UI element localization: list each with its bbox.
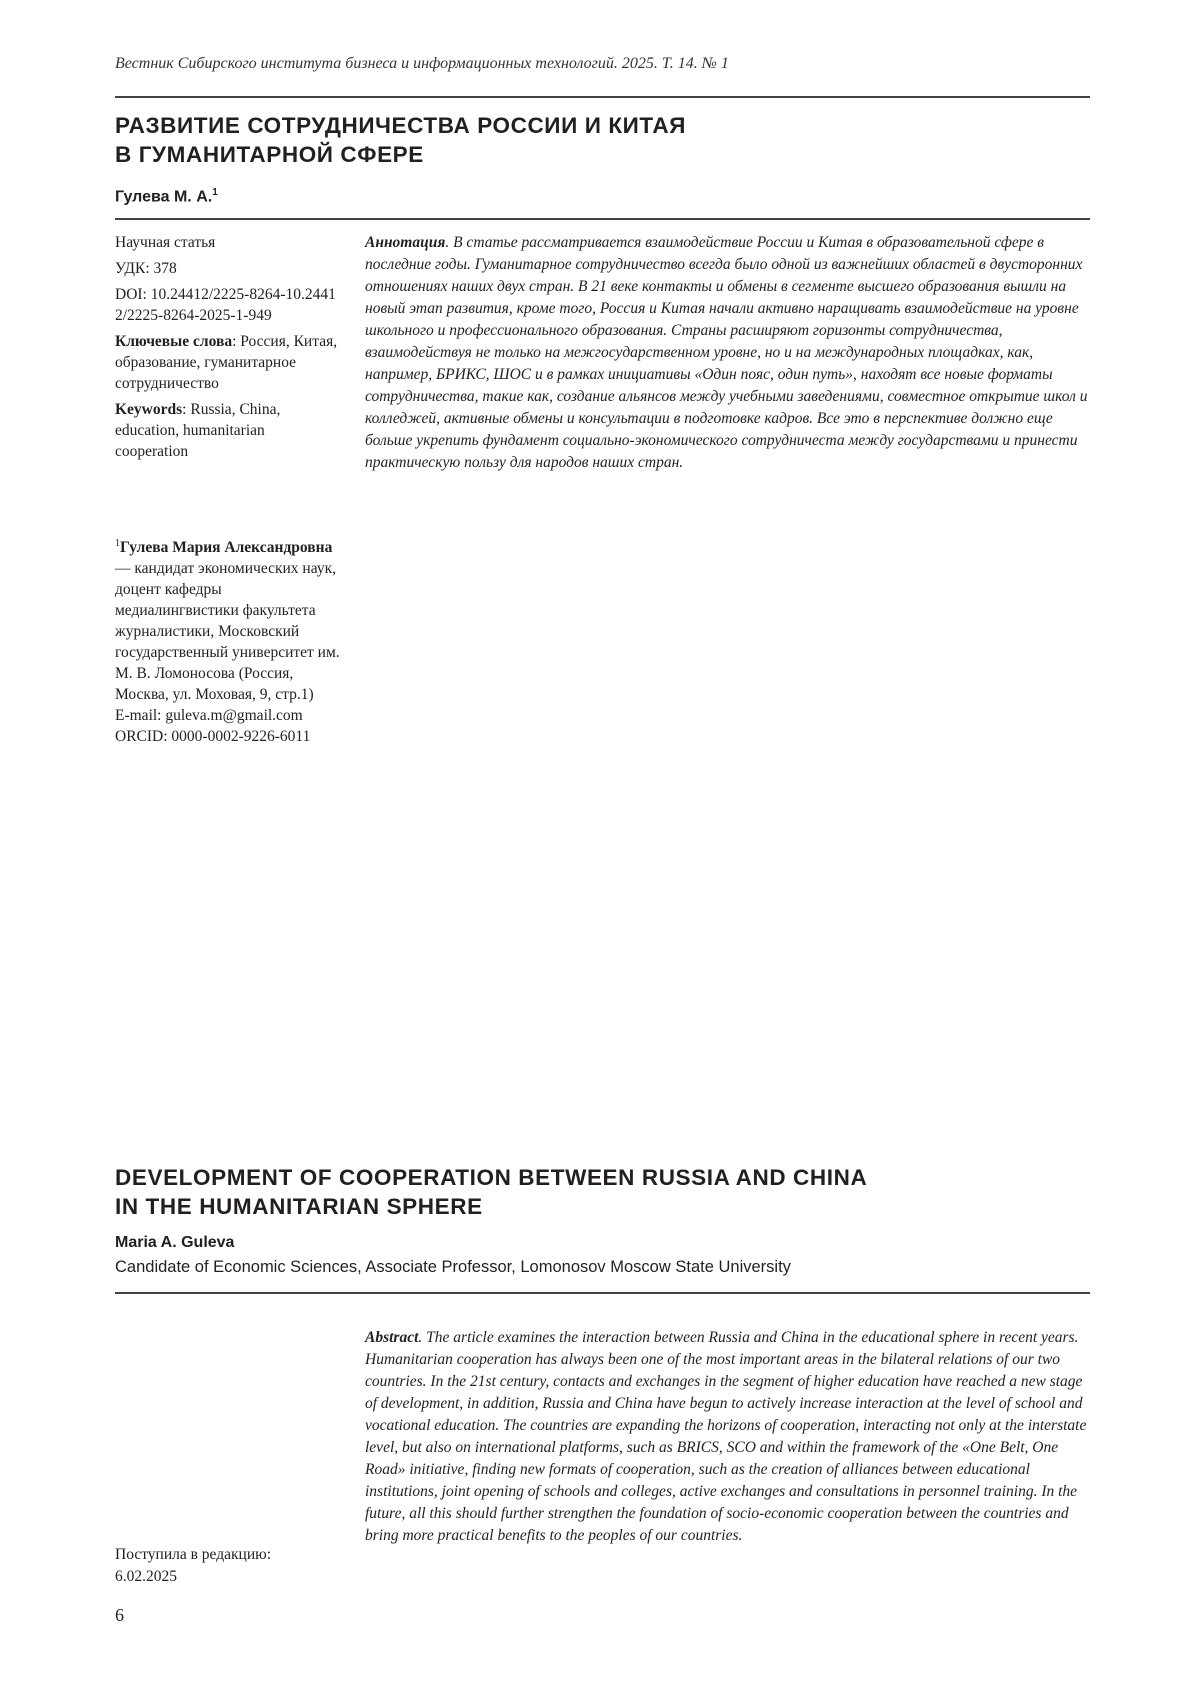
title-ru-line1: РАЗВИТИЕ СОТРУДНИЧЕСТВА РОССИИ И КИТАЯ bbox=[115, 111, 1015, 140]
page-number: 6 bbox=[115, 1605, 124, 1626]
author-orcid: ORCID: 0000-0002-9226-6011 bbox=[115, 726, 345, 747]
affiliation-en: Candidate of Economic Sciences, Associate Professor, Lomonosov Moscow State University bbox=[115, 1258, 791, 1277]
author-info bbox=[115, 533, 345, 747]
author-rule-en bbox=[115, 1292, 1090, 1294]
annotation-ru-text: . В статье рассматривается взаимодействие России и Китая в образовательной сфере в последние годы. Гуманитарное сотрудничество всегда было одной из важнейших областей в двусторонних отношениях наших двух стран. В 21 веке контакты и обмены в сегменте высшего образования вышли на новый этап развития, кроме того, Россия и Китая начали активно наращивать взаимодействие на уровне школьного и профессионального образования. Страны расширяют горизонты сотрудничества, взаимодействуя не только на межгосударственном уровне, но и на международных площадках, как, например, БРИКС, ШОС и в рамках инициативы «Один пояс, один путь», находят все новые форматы сотрудничества, такие как, создание альянсов между учебными заведениями, совместное открытие школ и колледжей, активные обмены и консультации в подготовке кадров. Все это в перспективе должно еще больше укрепить фундамент социально-экономического сотрудничеста между государствами и принести практическую пользу для народов наших стран. bbox=[365, 234, 1088, 471]
article-meta bbox=[115, 232, 340, 467]
keywords-en-label: Keywords bbox=[115, 401, 182, 418]
author-info-sup: 1 bbox=[115, 538, 120, 549]
title-en-line2: IN THE HUMANITARIAN SPHERE bbox=[115, 1192, 1015, 1221]
article-title-ru bbox=[115, 111, 1015, 169]
doi: DOI: 10.24412/2225-8264-10.24412/2225-8264-2025-1-949 bbox=[115, 284, 340, 326]
received-date: 6.02.2025 bbox=[115, 1566, 345, 1588]
author-ru bbox=[115, 187, 218, 206]
author-en: Maria A. Guleva bbox=[115, 1234, 234, 1252]
keywords-ru-label: Ключевые слова bbox=[115, 333, 232, 350]
title-ru-line2: В ГУМАНИТАРНОЙ СФЕРЕ bbox=[115, 140, 1015, 169]
udk: УДК: 378 bbox=[115, 258, 340, 279]
journal-header: Вестник Сибирского института бизнеса и информационных технологий. 2025. Т. 14. № 1 bbox=[115, 55, 1095, 73]
annotation-ru bbox=[365, 232, 1095, 474]
author-rule-ru bbox=[115, 218, 1090, 220]
author-email: E-mail: guleva.m@gmail.com bbox=[115, 705, 345, 726]
received-label: Поступила в редакцию: bbox=[115, 1544, 345, 1566]
keywords-en bbox=[115, 399, 340, 462]
keywords-ru-text: : Россия, Китая, образование, гуманитарное сотрудничество bbox=[115, 333, 337, 392]
article-title-en bbox=[115, 1163, 1015, 1221]
author-info-bio bbox=[115, 533, 345, 705]
abstract-en bbox=[365, 1327, 1095, 1547]
header-rule bbox=[115, 96, 1090, 98]
abstract-en-label: Abstract bbox=[365, 1329, 418, 1346]
title-en-line1: DEVELOPMENT OF COOPERATION BETWEEN RUSSIA AND CHINA bbox=[115, 1163, 1015, 1192]
author-ru-name: Гулева М. А. bbox=[115, 188, 212, 205]
article-type: Научная статья bbox=[115, 232, 340, 253]
annotation-ru-label: Аннотация bbox=[365, 234, 445, 251]
abstract-en-text: . The article examines the interaction between Russia and China in the educational sphere in recent years. Humanitarian cooperation has always been one of the most important areas in the bilateral relations of our two countries. In the 21st century, contacts and exchanges in the segment of higher education have reached a new stage of development, in addition, Russia and China have begun to actively increase interaction at the level of school and vocational education. The countries are expanding the horizons of cooperation, interacting not only at the interstate level, but also on international platforms, such as BRICS, SCO and within the framework of the «One Belt, One Road» initiative, finding new formats of cooperation, such as the creation of alliances between educational institutions, joint opening of schools and colleges, active exchanges and consultations in personnel training. In the future, all this should further strengthen the foundation of socio-economic cooperation between the countries and bring more practical benefits to the peoples of our countries. bbox=[365, 1329, 1086, 1544]
keywords-ru bbox=[115, 331, 340, 394]
keywords-en-text: : Russia, China, education, humanitarian cooperation bbox=[115, 401, 280, 460]
received-info bbox=[115, 1544, 345, 1588]
author-info-name: Гулева Мария Александровна bbox=[120, 539, 332, 556]
author-ru-sup: 1 bbox=[212, 187, 218, 198]
author-info-text: — кандидат экономических наук, доцент кафедры медиалингвистики факультета журналистики, Московский государственный университет им. М. В. Ломоносова (Россия, Москва, ул. Моховая, 9, стр.1) bbox=[115, 560, 340, 703]
